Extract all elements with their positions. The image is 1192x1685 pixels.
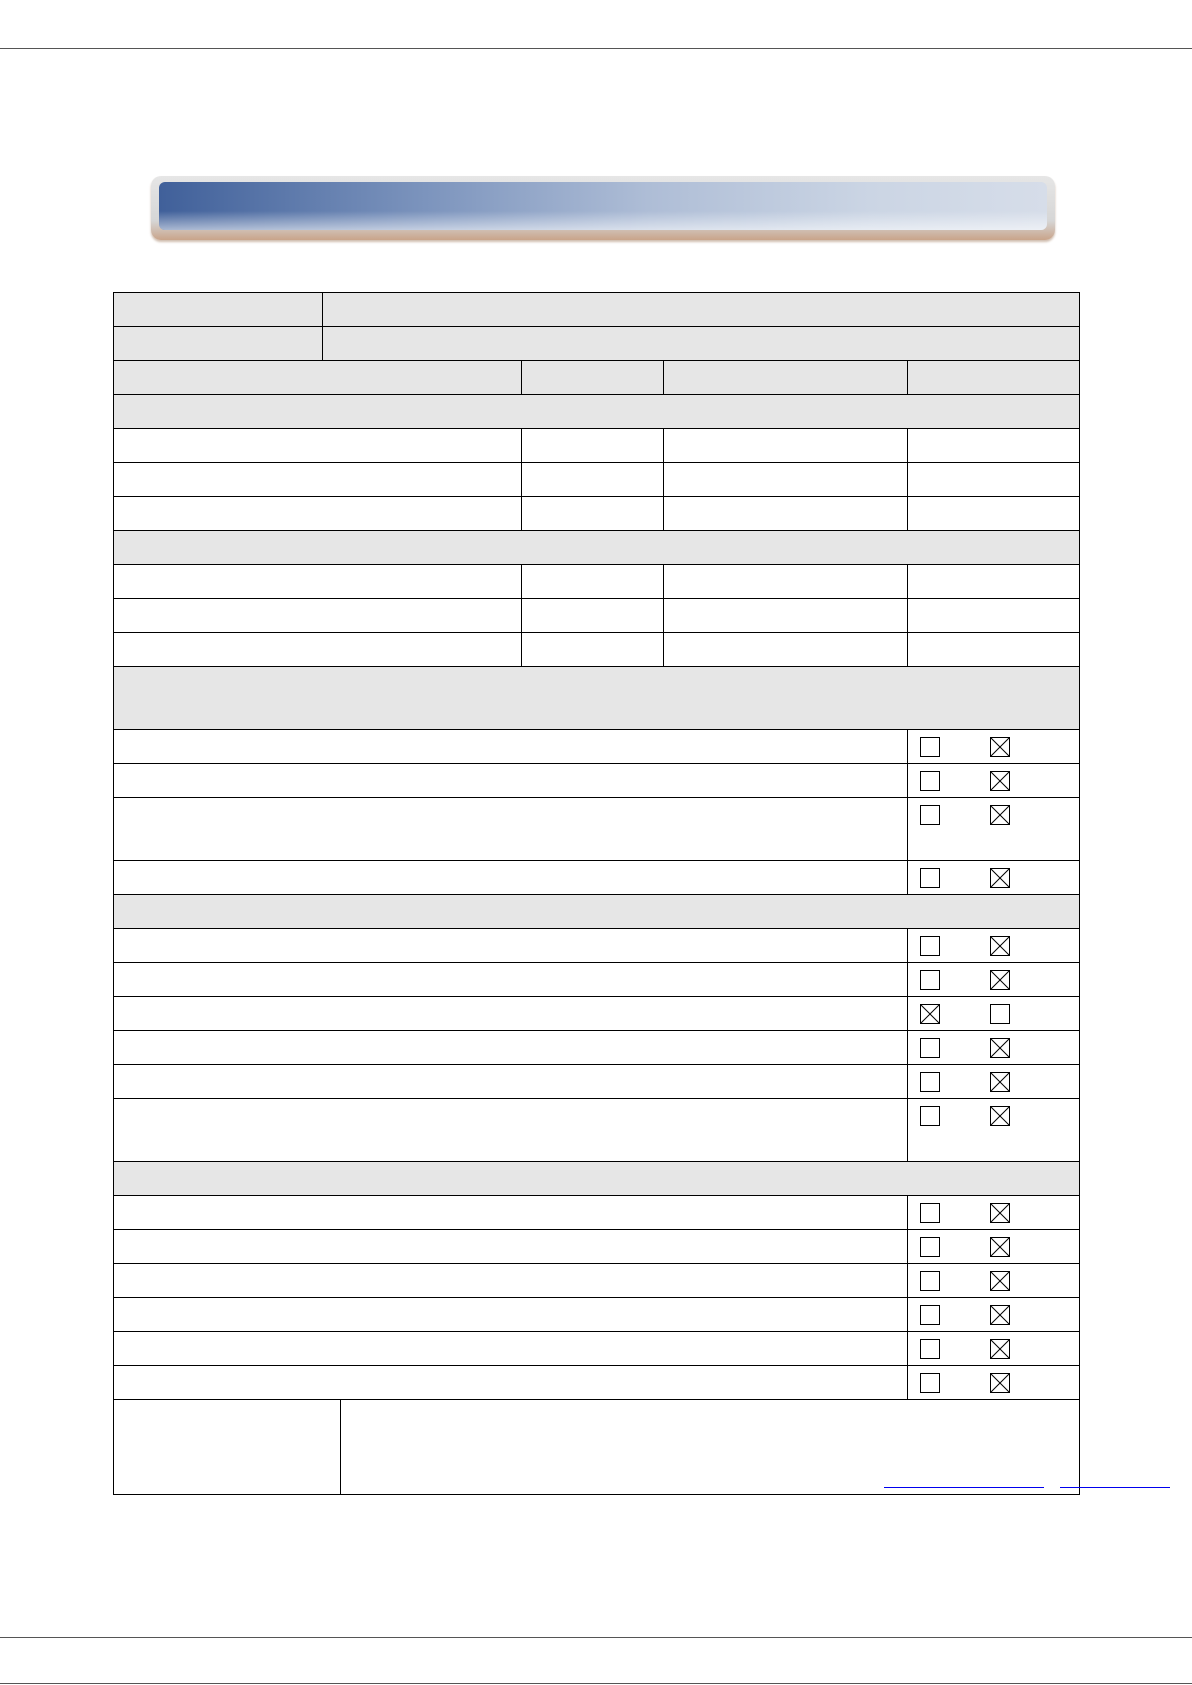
- checkbox-unchecked-icon[interactable]: [920, 805, 940, 825]
- grid-cell[interactable]: [664, 429, 908, 463]
- checkbox-checked-icon[interactable]: [990, 868, 1010, 888]
- footer-link-1[interactable]: [884, 1487, 1044, 1488]
- yes-no-heading-1: [114, 667, 1080, 730]
- checkbox-unchecked-icon[interactable]: [920, 771, 940, 791]
- checkbox-checked-icon[interactable]: [990, 1271, 1010, 1291]
- column-header-4: [908, 361, 1080, 395]
- checkbox-pair: [908, 1298, 1080, 1332]
- form-value-1[interactable]: [323, 293, 1080, 327]
- checkbox-checked-icon[interactable]: [990, 1373, 1010, 1393]
- grid-cell[interactable]: [522, 497, 664, 531]
- column-header-3: [664, 361, 908, 395]
- grid-cell[interactable]: [664, 599, 908, 633]
- checkbox-pair: [908, 929, 1080, 963]
- form-table: [113, 292, 1080, 1495]
- checkbox-unchecked-icon[interactable]: [920, 970, 940, 990]
- checkbox-unchecked-icon[interactable]: [920, 936, 940, 956]
- checkbox-checked-icon[interactable]: [990, 1339, 1010, 1359]
- section-heading-1: [114, 395, 1080, 429]
- checkbox-pair: [908, 1332, 1080, 1366]
- top-rule: [0, 48, 1192, 49]
- question-label: [114, 1065, 908, 1099]
- grid-cell[interactable]: [522, 565, 664, 599]
- form-label-1: [114, 293, 323, 327]
- question-label: [114, 963, 908, 997]
- checkbox-pair: [908, 963, 1080, 997]
- question-label: [114, 764, 908, 798]
- checkbox-pair: [908, 997, 1080, 1031]
- checkbox-unchecked-icon[interactable]: [920, 1038, 940, 1058]
- yes-no-heading-3: [114, 1162, 1080, 1196]
- footer-link-2[interactable]: [1060, 1487, 1170, 1488]
- grid-cell[interactable]: [522, 463, 664, 497]
- grid-cell[interactable]: [908, 463, 1080, 497]
- grid-cell[interactable]: [908, 599, 1080, 633]
- checkbox-unchecked-icon[interactable]: [920, 1339, 940, 1359]
- footer-label: [114, 1400, 341, 1495]
- footer-content: [341, 1400, 1080, 1495]
- question-label: [114, 730, 908, 764]
- question-label: [114, 1031, 908, 1065]
- grid-cell[interactable]: [908, 497, 1080, 531]
- question-label: [114, 1264, 908, 1298]
- section-heading-2: [114, 531, 1080, 565]
- footer-rule-2: [0, 1683, 1192, 1684]
- checkbox-unchecked-icon[interactable]: [990, 1004, 1010, 1024]
- question-label: [114, 861, 908, 895]
- form-label-2: [114, 327, 323, 361]
- footer-rule-1: [0, 1637, 1192, 1638]
- checkbox-unchecked-icon[interactable]: [920, 1305, 940, 1325]
- title-banner: [151, 176, 1055, 240]
- grid-cell[interactable]: [908, 565, 1080, 599]
- grid-cell[interactable]: [114, 633, 522, 667]
- checkbox-unchecked-icon[interactable]: [920, 1373, 940, 1393]
- checkbox-unchecked-icon[interactable]: [920, 1072, 940, 1092]
- checkbox-checked-icon[interactable]: [990, 737, 1010, 757]
- checkbox-pair: [908, 1196, 1080, 1230]
- grid-cell[interactable]: [114, 565, 522, 599]
- footer-links: [771, 1487, 1079, 1490]
- question-label: [114, 1298, 908, 1332]
- checkbox-pair: [908, 1366, 1080, 1400]
- yes-no-heading-2: [114, 895, 1080, 929]
- checkbox-pair: [908, 1264, 1080, 1298]
- checkbox-checked-icon[interactable]: [990, 1237, 1010, 1257]
- checkbox-pair: [908, 764, 1080, 798]
- checkbox-checked-icon[interactable]: [920, 1004, 940, 1024]
- question-label: [114, 1099, 908, 1162]
- question-label: [114, 1196, 908, 1230]
- grid-cell[interactable]: [522, 599, 664, 633]
- checkbox-checked-icon[interactable]: [990, 936, 1010, 956]
- grid-cell[interactable]: [114, 429, 522, 463]
- checkbox-pair: [908, 1230, 1080, 1264]
- grid-cell[interactable]: [522, 633, 664, 667]
- checkbox-unchecked-icon[interactable]: [920, 1271, 940, 1291]
- checkbox-pair: [908, 861, 1080, 895]
- checkbox-pair: [908, 730, 1080, 764]
- question-label: [114, 1366, 908, 1400]
- grid-cell[interactable]: [114, 463, 522, 497]
- grid-cell[interactable]: [664, 565, 908, 599]
- checkbox-checked-icon[interactable]: [990, 1106, 1010, 1126]
- checkbox-checked-icon[interactable]: [990, 1203, 1010, 1223]
- checkbox-pair: [908, 1065, 1080, 1099]
- grid-cell[interactable]: [664, 463, 908, 497]
- checkbox-pair: [908, 798, 1080, 861]
- checkbox-checked-icon[interactable]: [990, 1305, 1010, 1325]
- question-label: [114, 1230, 908, 1264]
- checkbox-unchecked-icon[interactable]: [920, 868, 940, 888]
- checkbox-unchecked-icon[interactable]: [920, 1106, 940, 1126]
- title-banner-fill: [159, 182, 1047, 230]
- checkbox-checked-icon[interactable]: [990, 771, 1010, 791]
- question-label: [114, 929, 908, 963]
- checkbox-unchecked-icon[interactable]: [920, 1237, 940, 1257]
- grid-cell[interactable]: [114, 599, 522, 633]
- grid-cell[interactable]: [908, 429, 1080, 463]
- column-header-1: [114, 361, 522, 395]
- grid-cell[interactable]: [522, 429, 664, 463]
- form-value-2[interactable]: [323, 327, 1080, 361]
- question-label: [114, 997, 908, 1031]
- question-label: [114, 1332, 908, 1366]
- grid-cell[interactable]: [664, 497, 908, 531]
- checkbox-checked-icon[interactable]: [990, 970, 1010, 990]
- question-label: [114, 798, 908, 861]
- checkbox-checked-icon[interactable]: [990, 1072, 1010, 1092]
- checkbox-unchecked-icon[interactable]: [920, 1203, 940, 1223]
- grid-cell[interactable]: [114, 497, 522, 531]
- checkbox-pair: [908, 1099, 1080, 1162]
- checkbox-pair: [908, 1031, 1080, 1065]
- column-header-2: [522, 361, 664, 395]
- checkbox-checked-icon[interactable]: [990, 1038, 1010, 1058]
- grid-cell[interactable]: [908, 633, 1080, 667]
- grid-cell[interactable]: [664, 633, 908, 667]
- checkbox-unchecked-icon[interactable]: [920, 737, 940, 757]
- checkbox-checked-icon[interactable]: [990, 805, 1010, 825]
